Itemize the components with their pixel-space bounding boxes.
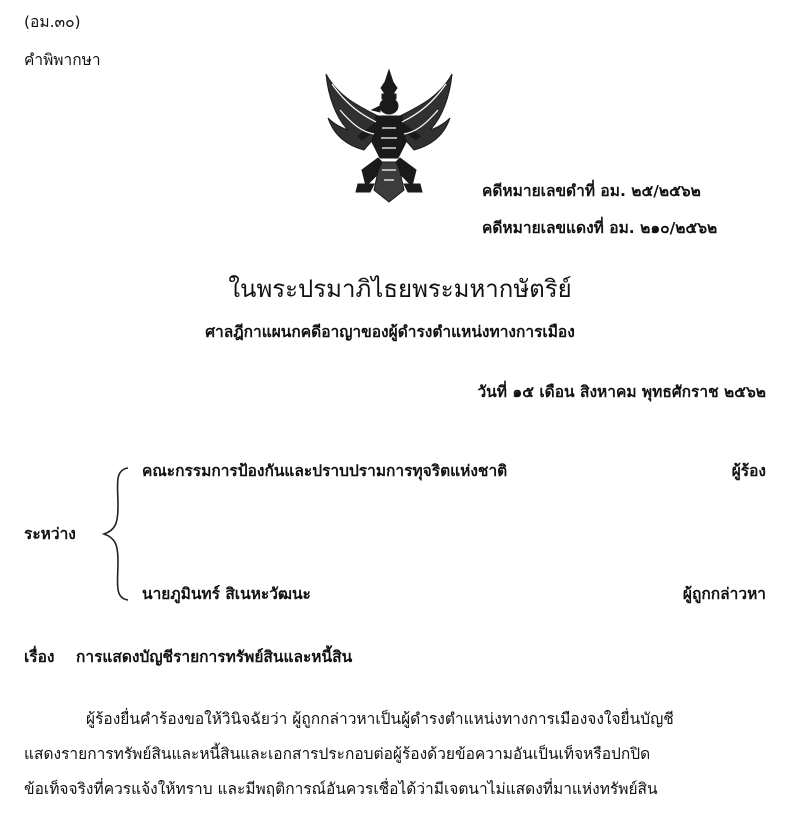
garuda-emblem-icon: [318, 66, 460, 206]
defendant-role: ผู้ถูกกล่าวหา: [682, 585, 766, 603]
between-label: ระหว่าง: [24, 525, 76, 543]
defendant-name: นายภูมินทร์ สิเนหะวัฒนะ: [142, 585, 311, 603]
form-code: (อม.๓๐): [24, 13, 81, 31]
subject-text: การแสดงบัญชีรายการทรัพย์สินและหนี้สิน: [76, 648, 353, 666]
plaintiff-name: คณะกรรมการป้องกันและปราบปรามการทุจริตแห่งชาติ: [142, 462, 508, 480]
judgment-date: วันที่ ๑๕ เดือน สิงหาคม พุทธศักราช ๒๕๖๒: [477, 383, 766, 401]
document-type: คำพิพากษา: [24, 51, 101, 69]
body-line-1: ผู้ร้องยื่นคำร้องขอให้วินิจฉัยว่า ผู้ถูกกล่าวหาเป็นผู้ดำรงตำแหน่งทางการเมืองจงใจยื่นบัญชี: [86, 710, 674, 728]
curly-brace-icon: [100, 466, 132, 602]
plaintiff-role: ผู้ร้อง: [731, 462, 766, 480]
black-case-number: คดีหมายเลขดำที่ อม. ๒๕/๒๕๖๒: [482, 182, 701, 200]
red-case-number: คดีหมายเลขแดงที่ อม. ๒๑๐/๒๕๖๒: [482, 219, 718, 237]
royal-title: ในพระปรมาภิไธยพระมหากษัตริย์: [228, 275, 572, 303]
body-line-2: แสดงรายการทรัพย์สินและหนี้สินและเอกสารประกอบต่อผู้ร้องด้วยข้อความอันเป็นเท็จหรือปกปิด: [24, 745, 651, 763]
court-name: ศาลฎีกาแผนกคดีอาญาของผู้ดำรงตำแหน่งทางการเมือง: [205, 323, 575, 341]
body-line-3: ข้อเท็จจริงที่ควรแจ้งให้ทราบ และมีพฤติการณ์อันควรเชื่อได้ว่ามีเจตนาไม่แสดงที่มาแห่งทรัพย์สิน: [24, 780, 658, 798]
subject-label: เรื่อง: [24, 648, 55, 666]
